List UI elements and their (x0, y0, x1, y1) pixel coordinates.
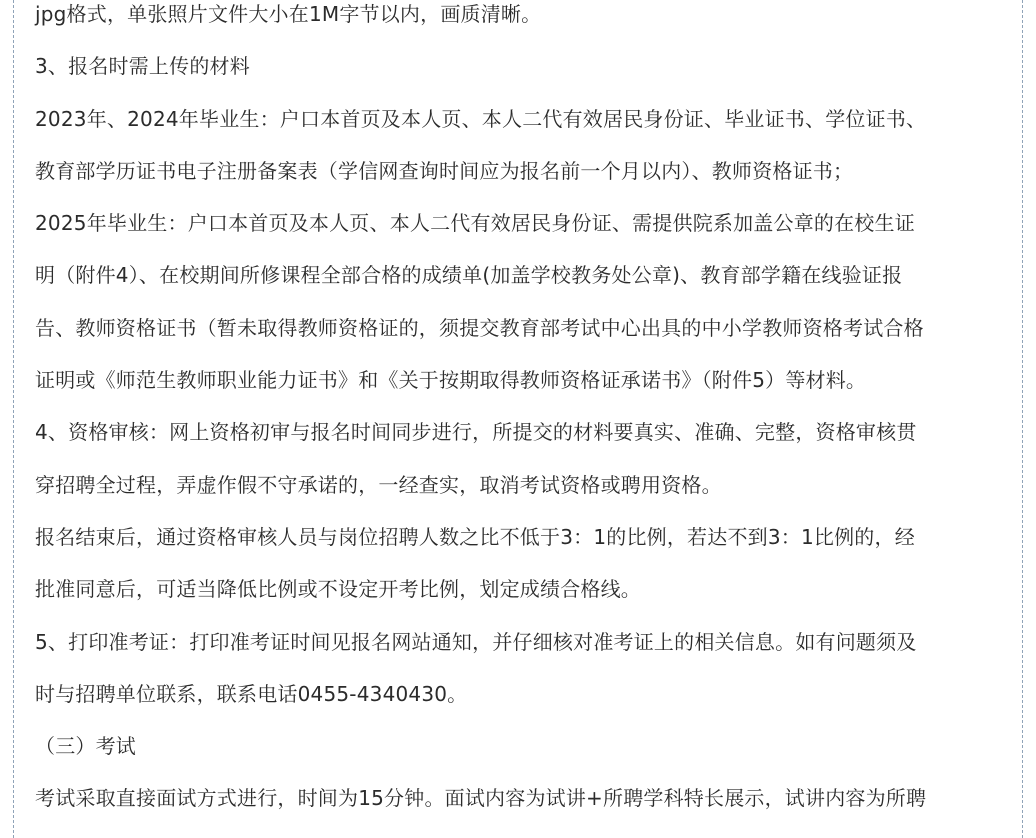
text-line-2025-graduates: 2025年毕业生：户口本首页及本人页、本人二代有效居民身份证、需提供院系加盖公章的在校生证 (35, 211, 915, 236)
text-line-2023-2024-graduates-cont: 教育部学历证书电子注册备案表（学信网查询时间应为报名前一个月以内）、教师资格证书； (35, 158, 854, 183)
text-line-ratio-rule: 报名结束后，通过资格审核人员与岗位招聘人数之比不低于3：1的比例，若达不到3：1比例的，经 (35, 524, 915, 549)
heading-upload-materials: 3、报名时需上传的材料 (35, 54, 250, 79)
text-line-exam-method: 考试采取直接面试方式进行，时间为15分钟。面试内容为试讲+所聘学科特长展示，试讲内容为所聘 (35, 786, 927, 811)
text-line-2023-2024-graduates: 2023年、2024年毕业生：户口本首页及本人页、本人二代有效居民身份证、毕业证书、学位证书、 (35, 106, 927, 131)
text-line-2025-graduates-cont-2: 告、教师资格证书（暂未取得教师资格证的，须提交教育部考试中心出具的中小学教师资格考试合格 (35, 315, 924, 340)
text-line-2025-graduates-cont-1: 明（附件4）、在校期间所修课程全部合格的成绩单(加盖学校教务处公章)、教育部学籍在线验证报 (35, 263, 903, 288)
text-line-photo-format: jpg格式，单张照片文件大小在1M字节以内，画质清晰。 (35, 2, 542, 26)
text-line-contact-phone: 时与招聘单位联系，联系电话0455-4340430。 (35, 681, 468, 706)
right-dashed-border (1022, 0, 1023, 838)
text-line-2025-graduates-cont-3: 证明或《师范生教师职业能力证书》和《关于按期取得教师资格证承诺书》（附件5）等材料。 (35, 368, 867, 393)
text-line-qualification-review: 4、资格审核：网上资格初审与报名时间同步进行，所提交的材料要真实、准确、完整，资格审核贯 (35, 420, 917, 445)
heading-exam-section: （三）考试 (35, 734, 136, 759)
article-body (35, 0, 1010, 825)
text-line-ratio-rule-cont: 批准同意后，可适当降低比例或不设定开考比例，划定成绩合格线。 (35, 577, 641, 602)
left-dashed-border (13, 0, 14, 838)
text-line-print-admission-ticket: 5、打印准考证：打印准考证时间见报名网站通知，并仔细核对准考证上的相关信息。如有问题须及 (35, 629, 917, 654)
text-line-qualification-review-cont: 穿招聘全过程，弄虚作假不守承诺的，一经查实，取消考试资格或聘用资格。 (35, 472, 722, 497)
